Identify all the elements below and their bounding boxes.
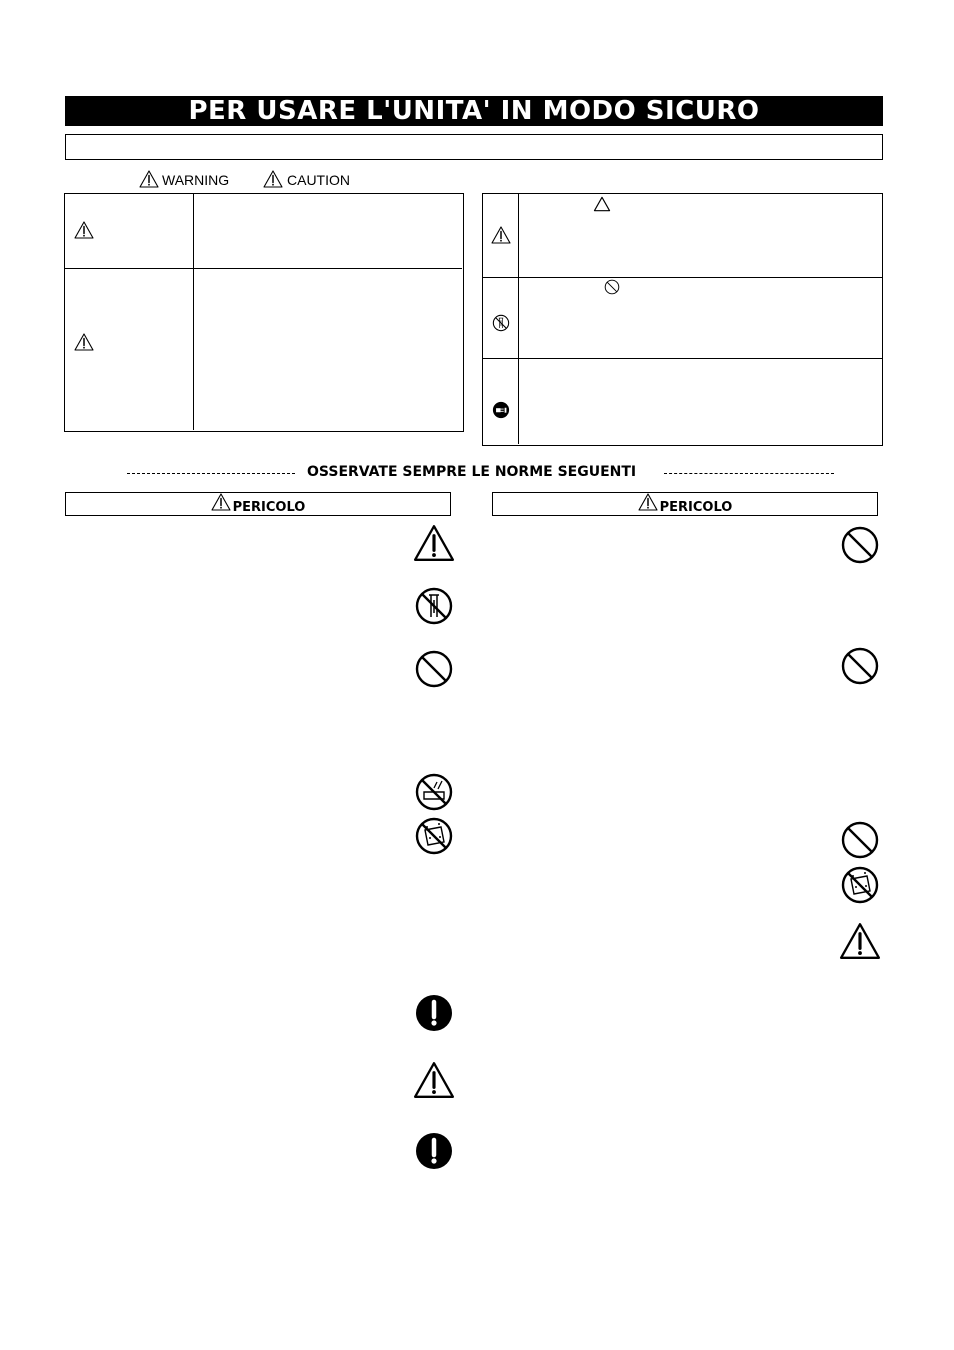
right-column-heading	[492, 492, 878, 516]
legend-caution-label: CAUTION	[287, 172, 350, 188]
right-symbol-table	[482, 193, 883, 446]
mandatory-icon	[414, 1131, 454, 1171]
warning-triangle-icon	[211, 493, 233, 511]
unplug-icon	[492, 401, 510, 419]
right-column-heading-label: PERICOLO	[659, 500, 733, 515]
prohibition-icon	[840, 820, 880, 860]
prohibition-icon	[840, 525, 880, 565]
section-heading: OSSERVATE SEMPRE LE NORME SEGUENTI	[307, 464, 637, 480]
prohibition-icon	[414, 649, 454, 689]
legend-warning-label: WARNING	[162, 172, 230, 188]
triangle-outline-icon	[593, 196, 611, 212]
warning-triangle-icon	[638, 493, 660, 511]
no-moisture-icon	[414, 816, 454, 856]
warning-triangle-icon	[263, 170, 283, 188]
warning-triangle-icon	[491, 226, 511, 244]
warning-triangle-icon	[413, 524, 455, 562]
warning-triangle-icon	[413, 1061, 455, 1099]
warning-triangle-icon	[74, 333, 94, 351]
no-disassemble-icon	[414, 586, 454, 626]
no-moisture-icon	[840, 865, 880, 905]
no-splash-icon	[414, 772, 454, 812]
warning-triangle-icon	[74, 221, 94, 239]
warning-triangle-icon	[139, 170, 159, 188]
no-disassemble-icon	[492, 314, 510, 332]
mandatory-icon	[414, 993, 454, 1033]
left-column-heading	[65, 492, 451, 516]
page-title: PER USARE L'UNITA' IN MODO SICURO	[65, 96, 883, 126]
warning-triangle-icon	[839, 922, 881, 960]
prohibition-icon	[604, 279, 620, 295]
subtitle-box	[65, 134, 883, 160]
prohibition-icon	[840, 646, 880, 686]
left-column-heading-label: PERICOLO	[232, 500, 306, 515]
left-definition-table	[64, 193, 464, 432]
